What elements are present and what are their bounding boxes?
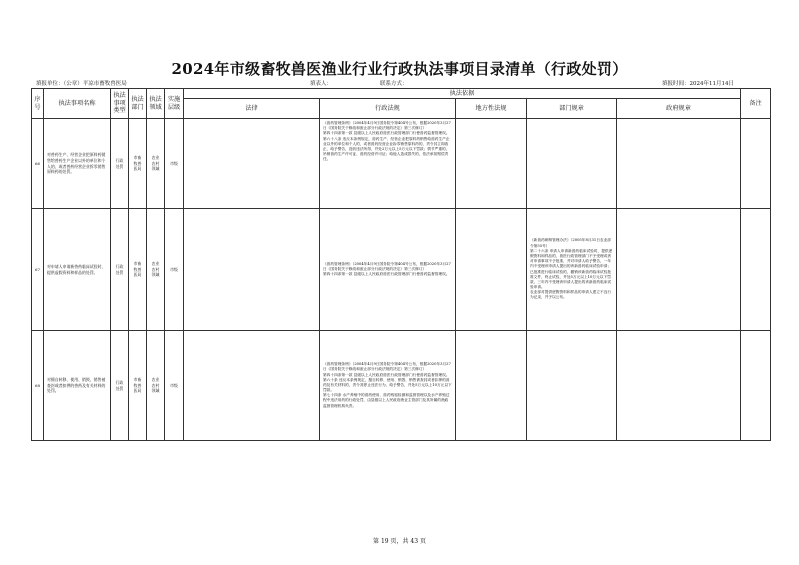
enforcement-table xyxy=(31,88,771,441)
header-type: 执法事项类型 xyxy=(111,89,129,119)
header-level: 实施层级 xyxy=(165,89,184,119)
row-dept: 市畜牧兽医局 xyxy=(129,331,147,441)
row-type: 行政处罚 xyxy=(111,331,129,441)
row-law xyxy=(184,331,320,441)
page-number: 第 19 页，共 43 页 xyxy=(373,538,426,545)
row-law xyxy=(184,209,320,331)
row-gov-rule xyxy=(617,331,741,441)
row-name: 对擅自转移、使用、销毁、销售被查封或者扣押的兽药及有关材料的处罚。 xyxy=(44,331,111,441)
header-law: 法律 xyxy=(184,99,320,119)
row-level: 市级 xyxy=(165,331,184,441)
row-remark xyxy=(741,209,771,331)
header-field: 执法领域 xyxy=(147,89,165,119)
header-remark: 备注 xyxy=(741,89,771,119)
row-reg: 《兽药管理条例》（2004年4月9日国务院令第404号公布，根据2020年3月27日《国务院关于修改和废止部分行政法规的决定》第三次修订） 第四十四条第一款 县级以上人民政府兽医行政管理部门行使兽药监督管理权。 第六十条 违反本条例规定，擅自转移、使用、销毁、销售被查封或者扣押的兽药及有关材料的，责令其停止违法行为，给予警告，并处5万元以上10万元以下罚款。 第七十四条 水产养殖中的兽药使用、兽药残留检测和监督管理以及水产养殖过程中违法用药的行政处罚，由县级以上人民政府渔业主管部门及其所属的渔政监督管理机构负责。 xyxy=(320,331,456,441)
row-local xyxy=(456,331,527,441)
row-field: 农业农村领域 xyxy=(147,331,165,441)
row-gov-rule xyxy=(617,209,741,331)
row-remark xyxy=(741,331,771,441)
header-name: 执法事项名称 xyxy=(44,89,111,119)
row-name: 对申请人申请新兽药临床试验时，提供虚假资料和样品的处罚。 xyxy=(44,209,111,331)
document-title: 2024年市级畜牧兽医渔业行业行政执法事项目录清单（行政处罚） xyxy=(171,60,628,78)
row-seq: 66 xyxy=(32,119,44,209)
row-dept-rule xyxy=(527,331,617,441)
table-row xyxy=(32,209,771,331)
header-dept: 执法部门 xyxy=(129,89,147,119)
table-row xyxy=(32,119,771,209)
row-level: 市级 xyxy=(165,119,184,209)
row-local xyxy=(456,119,527,209)
row-remark xyxy=(741,119,771,209)
row-type: 行政处罚 xyxy=(111,119,129,209)
row-field: 农业农村领域 xyxy=(147,209,165,331)
filling-unit: 填报单位：（公章）平凉市畜牧兽医局 xyxy=(36,81,127,87)
row-type: 行政处罚 xyxy=(111,209,129,331)
header-basis: 执法依据 xyxy=(184,89,741,99)
row-seq: 67 xyxy=(32,209,44,331)
row-field: 农业农村领域 xyxy=(147,119,165,209)
filling-date: 填报时间：2024年11月14日 xyxy=(662,81,734,87)
row-local xyxy=(456,209,527,331)
header-gov-rule: 政府规章 xyxy=(617,99,741,119)
filler-label: 填表人： xyxy=(310,81,333,87)
row-reg: 《兽药管理条例》（2004年4月9日国务院令第404号公布，根据2020年3月27日《国务院关于修改和废止部分行政法规的决定》第三次修订） 第四十四条第一款 县级以上人民政府兽医行政管理部门行使兽药监督管理权。 xyxy=(320,209,456,331)
header-dept-rule: 部门规章 xyxy=(527,99,617,119)
header-seq: 序号 xyxy=(32,89,44,119)
row-dept-rule xyxy=(527,119,617,209)
table-row xyxy=(32,331,771,441)
contact-label: 联系方式： xyxy=(380,81,408,87)
header-reg: 行政法规 xyxy=(320,99,456,119)
row-seq: 68 xyxy=(32,331,44,441)
row-law xyxy=(184,119,320,209)
row-level: 市级 xyxy=(165,209,184,331)
row-dept: 市畜牧兽医局 xyxy=(129,119,147,209)
row-name: 对兽药生产、经营企业把原料药销售给兽药生产企业以外的单位和个人的，或者兽药经营企业拆零销售原料药的处罚。 xyxy=(44,119,111,209)
row-dept-rule: 《新兽药研制管理办法》（2005年8月31日农业部令第55号） 第二十六条 申请人申请新兽药临床试验时，提供虚假资料和样品的，兽医行政管理部门不予受理或者对申请事项不予批准，并对申请人给予警告，一年内不受理该申请人提出的该新兽药临床试验申请；已批准进行临床试验的，撤销该新兽药临床试验批准文件，终止试验，并处5万元以上10万元以下罚款，三年内不受理该申请人提出的该新兽药临床试验申请。 农业部对提供虚假资料和样品的申请人建立不良行为记录，并予以公布。 xyxy=(527,209,617,331)
row-dept: 市畜牧兽医局 xyxy=(129,209,147,331)
row-reg: 《兽药管理条例》（2004年4月9日国务院令第404号公布，根据2020年3月27日《国务院关于修改和废止部分行政法规的决定》第三次修订） 第四十四条第一款 县级以上人民政府兽医行政管理部门行使兽药监督管理权。 第六十八条 违反本条例规定，兽药生产、经营企业把原料药销售给兽药生产企业以外的单位和个人的，或者兽药经营企业拆零销售原料药的，责令其立即改正，给予警告，没收违法所得，并处2万元以上5万元以下罚款；情节严重的，吊销兽药生产许可证、兽药经营许可证；给他人造成损失的，依法承担赔偿责任。 xyxy=(320,119,456,209)
header-local: 地方性法规 xyxy=(456,99,527,119)
row-gov-rule xyxy=(617,119,741,209)
